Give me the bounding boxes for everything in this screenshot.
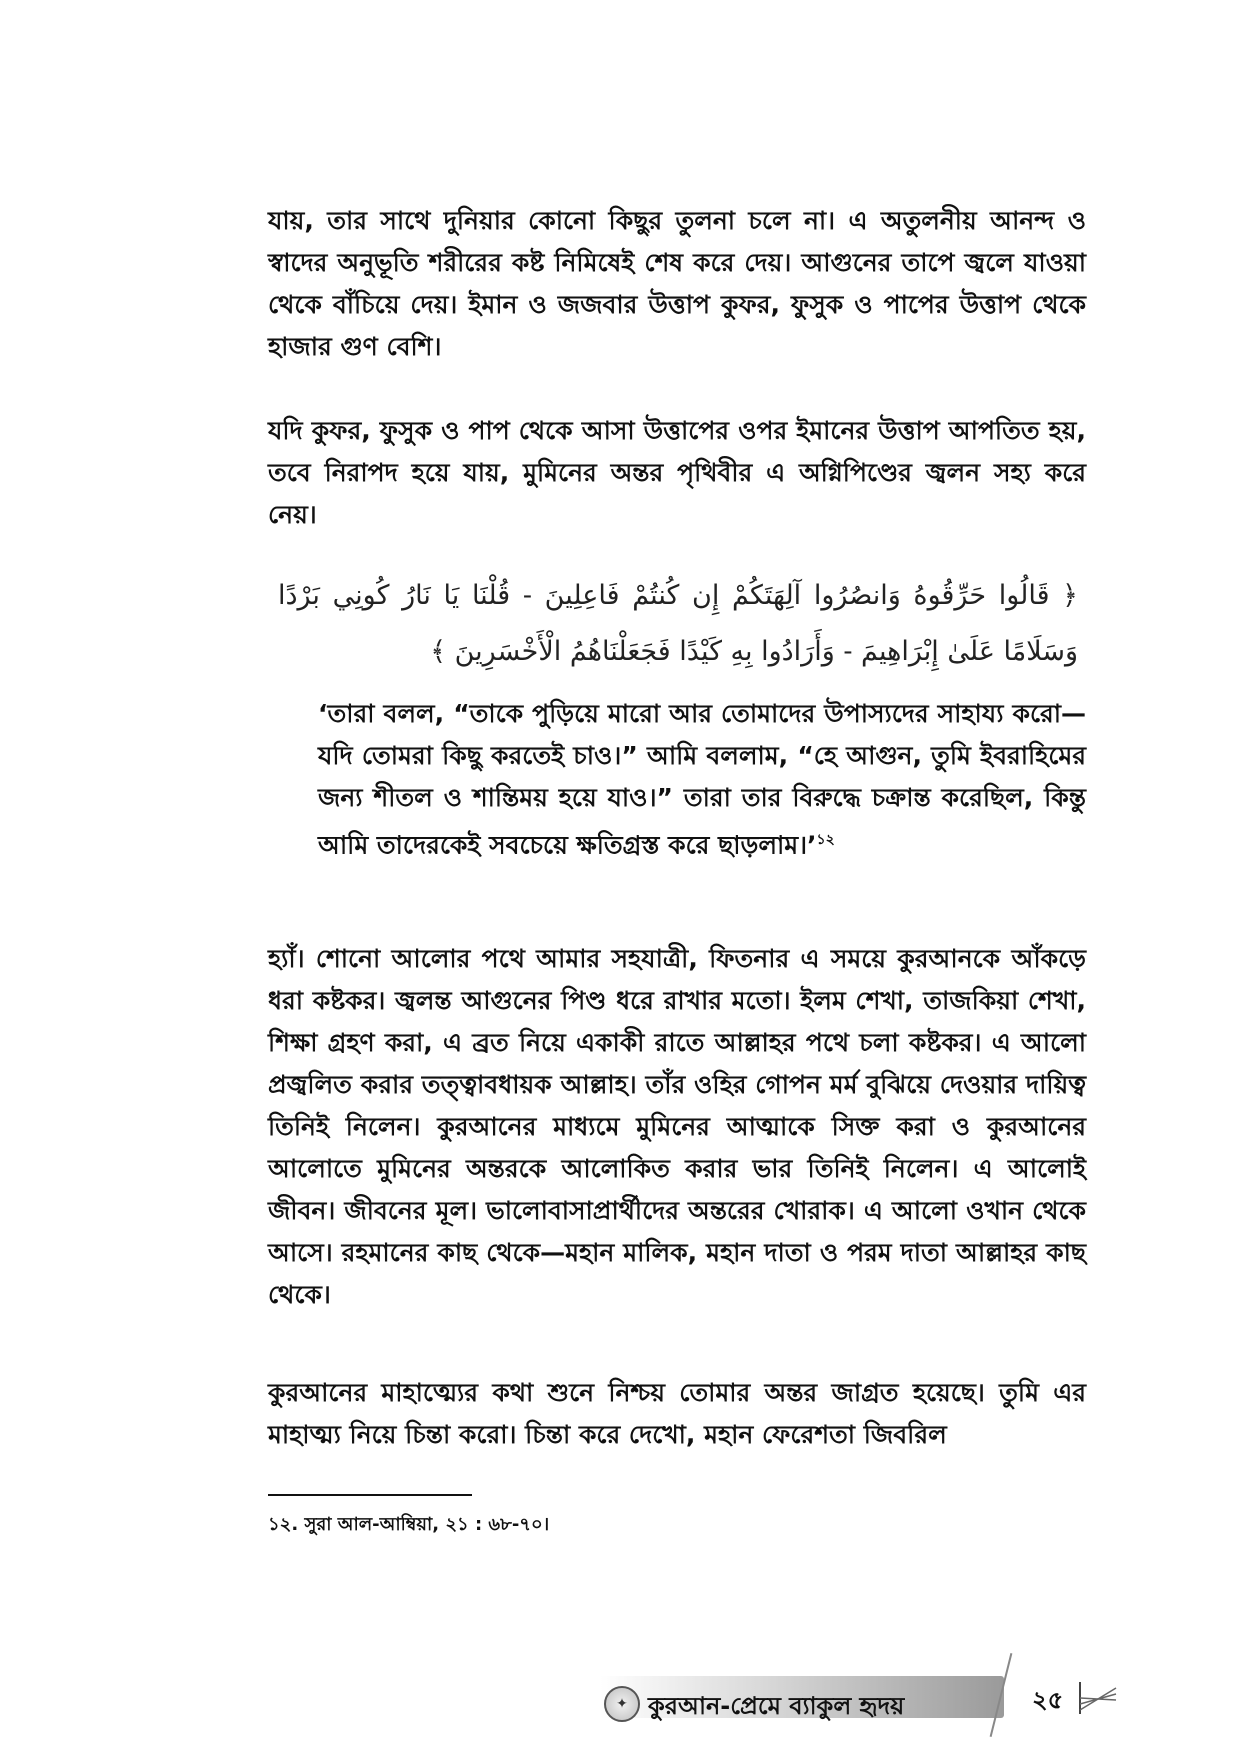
verse-translation-text: ‘তারা বলল, “তাকে পুড়িয়ে মারো আর তোমাদের উপাস্যদের সাহায্য করো—যদি তোমরা কিছু করতেই চাও।” আমি বললাম, “হে আগুন, তুমি ইবরাহিমের জন্য শীতল ও শান্তিময় হয়ে যাও।” তারা তার বিরুদ্ধে চক্রান্ত করেছিল, কিন্তু আমি তাদেরকেই সবচেয়ে ক্ষতিগ্রস্ত করে ছাড়লাম।’	[318, 699, 1086, 860]
paragraph-1: যায়, তার সাথে দুনিয়ার কোনো কিছুর তুলনা চলে না। এ অতুলনীয় আনন্দ ও স্বাদের অনুভূতি শরীরের কষ্ট নিমিষেই শেষ করে দেয়। আগুনের তাপে জ্বলে যাওয়া থেকে বাঁচিয়ে দেয়। ইমান ও জজবার উত্তাপ কুফর, ফুসুক ও পাপের উত্তাপ থেকে হাজার গুণ বেশি।	[268, 206, 1086, 361]
footer-banner	[600, 1676, 1004, 1718]
footnote-divider	[268, 1494, 472, 1496]
book-title: কুরআন-প্রেমে ব্যাকুল হৃদয়	[648, 1692, 905, 1720]
page-corner-mark-icon	[1078, 1680, 1118, 1716]
page-footer	[600, 1670, 1120, 1730]
quran-verse-arabic: ﴿ قَالُوا حَرِّقُوهُ وَانصُرُوا آلِهَتَكُمْ إِن كُنتُمْ فَاعِلِينَ - قُلْنَا يَا نَارُ كُونِي بَرْدًا وَسَلَامًا عَلَىٰ إِبْرَاهِيمَ - وَأَرَادُوا بِهِ كَيْدًا فَجَعَلْنَاهُمُ الْأَخْسَرِينَ ﴾	[278, 580, 1078, 667]
quran-emblem-icon: ✦	[604, 1686, 640, 1722]
footnote: ১২. সুরা আল-আম্বিয়া, ২১ : ৬৮-৭০।	[268, 1514, 550, 1535]
page-number: ২৫	[1032, 1686, 1064, 1714]
paragraph-4: কুরআনের মাহাত্ম্যের কথা শুনে নিশ্চয় তোমার অন্তর জাগ্রত হয়েছে। তুমি এর মাহাত্ম্য নিয়ে চিন্তা করো। চিন্তা করে দেখো, মহান ফেরেশতা জিবরিল	[268, 1378, 1086, 1449]
paragraph-2: যদি কুফর, ফুসুক ও পাপ থেকে আসা উত্তাপের ওপর ইমানের উত্তাপ আপতিত হয়, তবে নিরাপদ হয়ে যায়, মুমিনের অন্তর পৃথিবীর এ অগ্নিপিণ্ডের জ্বলন সহ্য করে নেয়।	[268, 416, 1086, 529]
footnote-reference: ১২	[816, 832, 835, 848]
paragraph-3: হ্যাঁ। শোনো আলোর পথে আমার সহযাত্রী, ফিতনার এ সময়ে কুরআনকে আঁকড়ে ধরা কষ্টকর। জ্বলন্ত আগুনের পিণ্ড ধরে রাখার মতো। ইলম শেখা, তাজকিয়া শেখা, শিক্ষা গ্রহণ করা, এ ব্রত নিয়ে একাকী রাতে আল্লাহর পথে চলা কষ্টকর। এ আলো প্রজ্বলিত করার তত্ত্বাবধায়ক আল্লাহ। তাঁর ওহির গোপন মর্ম বুঝিয়ে দেওয়ার দায়িত্ব তিনিই নিলেন। কুরআনের মাধ্যমে মুমিনের আত্মাকে সিক্ত করা ও কুরআনের আলোতে মুমিনের অন্তরকে আলোকিত করার ভার তিনিই নিলেন। এ আলোই জীবন। জীবনের মূল। ভালোবাসাপ্রার্থীদের অন্তরের খোরাক। এ আলো ওখান থেকে আসে। রহমানের কাছ থেকে—মহান মালিক, মহান দাতা ও পরম দাতা আল্লাহর কাছ থেকে।	[268, 944, 1086, 1309]
verse-translation	[318, 693, 1086, 866]
